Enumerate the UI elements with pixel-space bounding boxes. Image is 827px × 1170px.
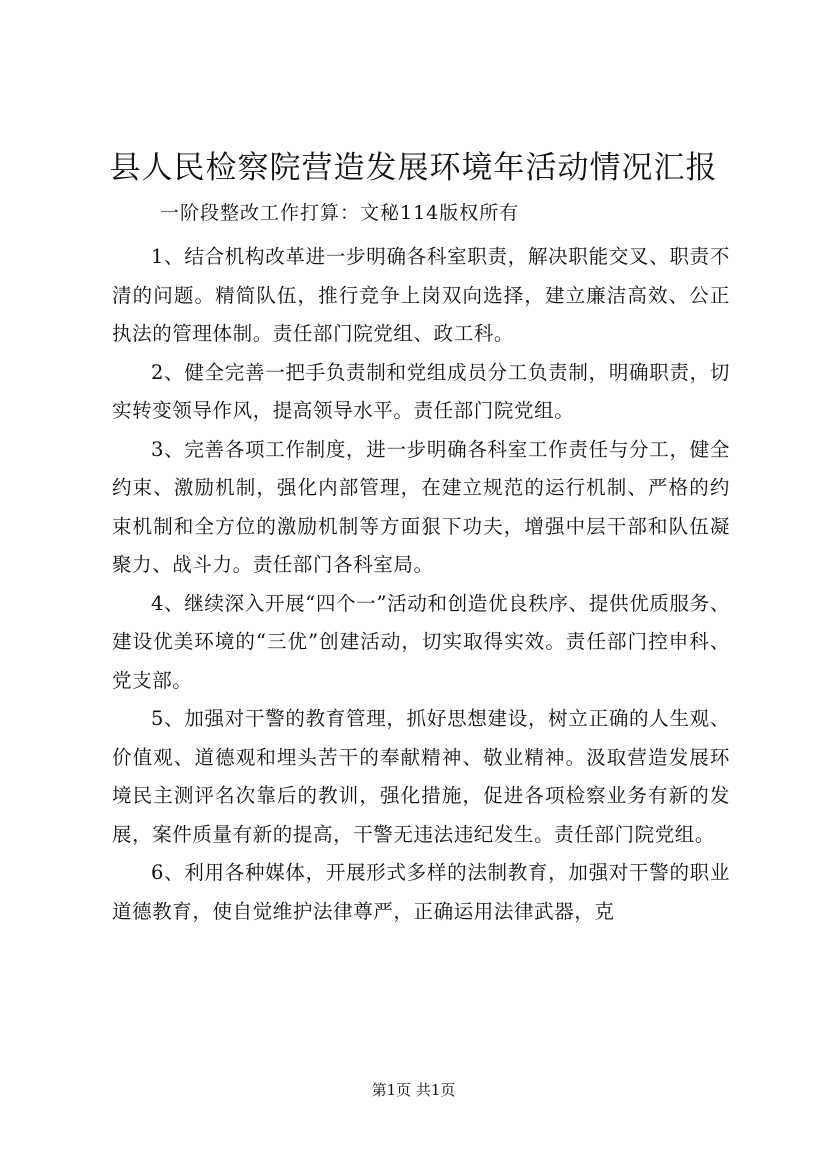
- page-number-footer: 第1页 共1页: [371, 1081, 456, 1099]
- paragraph-6: 6、利用各种媒体，开展形式多样的法制教育，加强对干警的职业道德教育，使自觉维护法律尊严，正确运用法律武器，克: [112, 861, 730, 923]
- paragraph-4: 4、继续深入开展“四个一”活动和创造优良秩序、提供优质服务、建设优美环境的“三优”创建活动，切实取得实效。责任部门控申科、党支部。: [112, 591, 730, 692]
- document-subtitle: 一阶段整改工作打算：文秘114版权所有: [160, 202, 520, 224]
- document-body: [112, 238, 730, 931]
- paragraph-3: 3、完善各项工作制度，进一步明确各科室工作责任与分工，健全约束、激励机制，强化内部管理，在建立规范的运行机制、严格的约束机制和全方位的激励机制等方面狠下功夫，增强中层干部和队伍凝聚力、战斗力。责任部门各科室局。: [112, 437, 730, 576]
- document-title: 县人民检察院营造发展环境年活动情况汇报: [109, 150, 718, 186]
- paragraph-2: 2、健全完善一把手负责制和党组成员分工负责制，明确职责，切实转变领导作风，提高领导水平。责任部门院党组。: [112, 360, 730, 422]
- paragraph-1: 1、结合机构改革进一步明确各科室职责，解决职能交叉、职责不清的问题。精简队伍，推行竞争上岗双向选择，建立廉洁高效、公正执法的管理体制。责任部门院党组、政工科。: [112, 245, 730, 345]
- paragraph-5: 5、加强对干警的教育管理，抓好思想建设，树立正确的人生观、价值观、道德观和埋头苦干的奉献精神、敬业精神。汲取营造发展环境民主测评名次靠后的教训，强化措施，促进各项检察业务有新的发展，案件质量有新的提高，干警无违法违纪发生。责任部门院党组。: [112, 707, 730, 846]
